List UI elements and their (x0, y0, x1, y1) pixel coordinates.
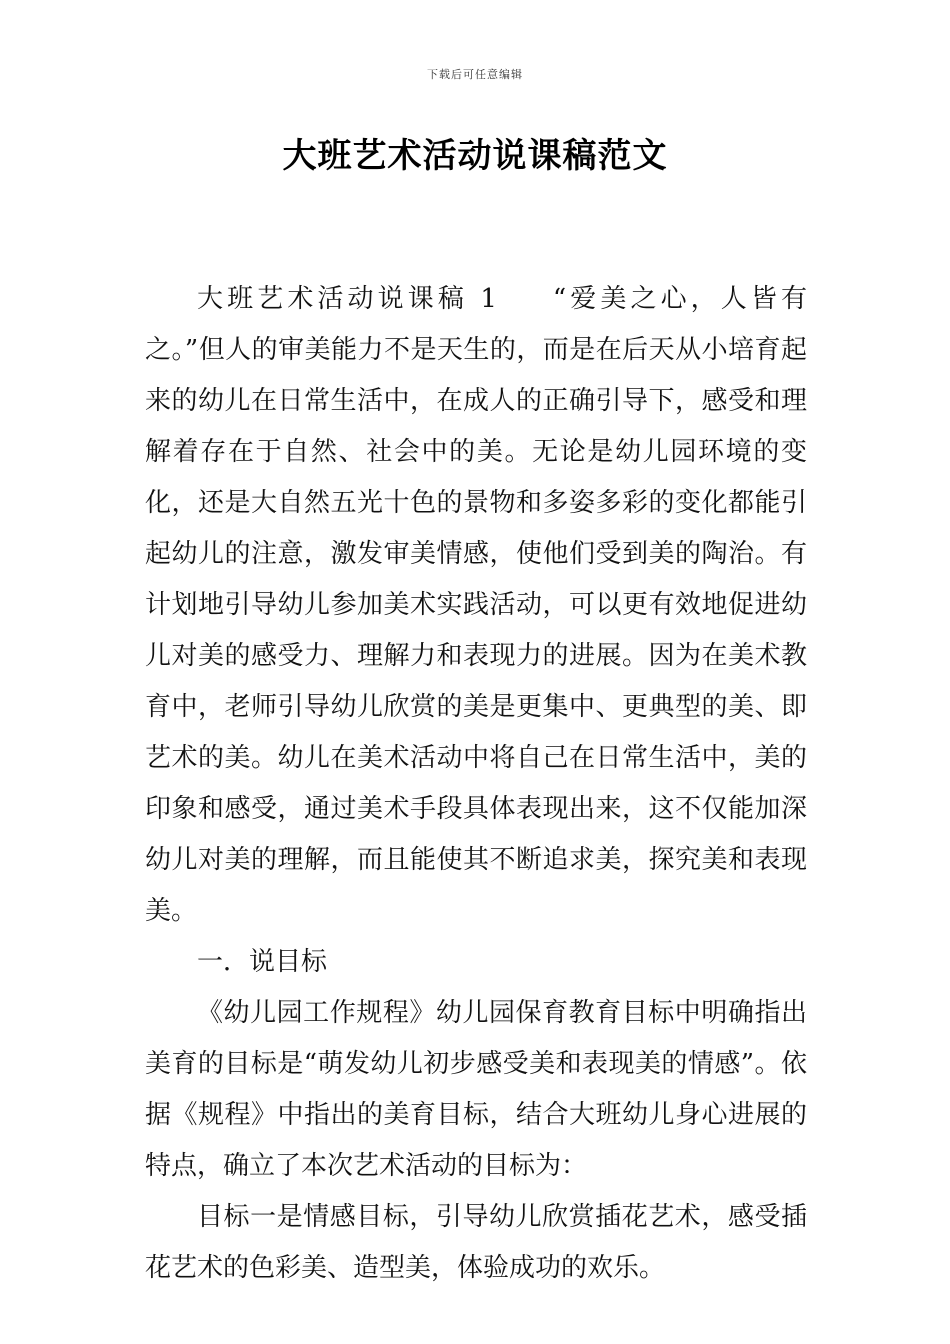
document-body (145, 274, 807, 1294)
paragraph-regulations: 《幼儿园工作规程》幼儿园保育教育目标中明确指出美育的目标是“萌发幼儿初步感受美和表现美的情感”。依据《规程》中指出的美育目标，结合大班幼儿身心进展的特点，确立了本次艺术活动的目标为： (145, 998, 807, 1181)
page-header-note: 下载后可任意编辑 (427, 68, 523, 81)
paragraph-text: “爱美之心，人皆有之。”但人的审美能力不是天生的，而是在后天从小培育起来的幼儿在日常生活中，在成人的正确引导下，感受和理解着存在于自然、社会中的美。无论是幼儿园环境的变化，还是大自然五光十色的景物和多姿多彩的变化都能引起幼儿的注意，激发审美情感，使他们受到美的陶治。有计划地引导幼儿参加美术实践活动，可以更有效地促进幼儿对美的感受力、理解力和表现力的进展。因为在美术教育中，老师引导幼儿欣赏的美是更集中、更典型的美、即艺术的美。幼儿在美术活动中将自己在日常生活中，美的印象和感受，通过美术手段具体表现出来，这不仅能加深幼儿对美的理解，而且能使其不断追求美，探究美和表现美。 (145, 284, 807, 926)
section-heading-goals: 一．说目标 (197, 947, 328, 977)
document-title: 大班艺术活动说课稿范文 (282, 136, 668, 176)
intro-label: 大班艺术活动说课稿 1 (197, 284, 497, 314)
paragraph-goal-one: 目标一是情感目标，引导幼儿欣赏插花艺术，感受插花艺术的色彩美、造型美，体验成功的欢乐。 (145, 1202, 807, 1283)
paragraph-intro (145, 274, 807, 937)
